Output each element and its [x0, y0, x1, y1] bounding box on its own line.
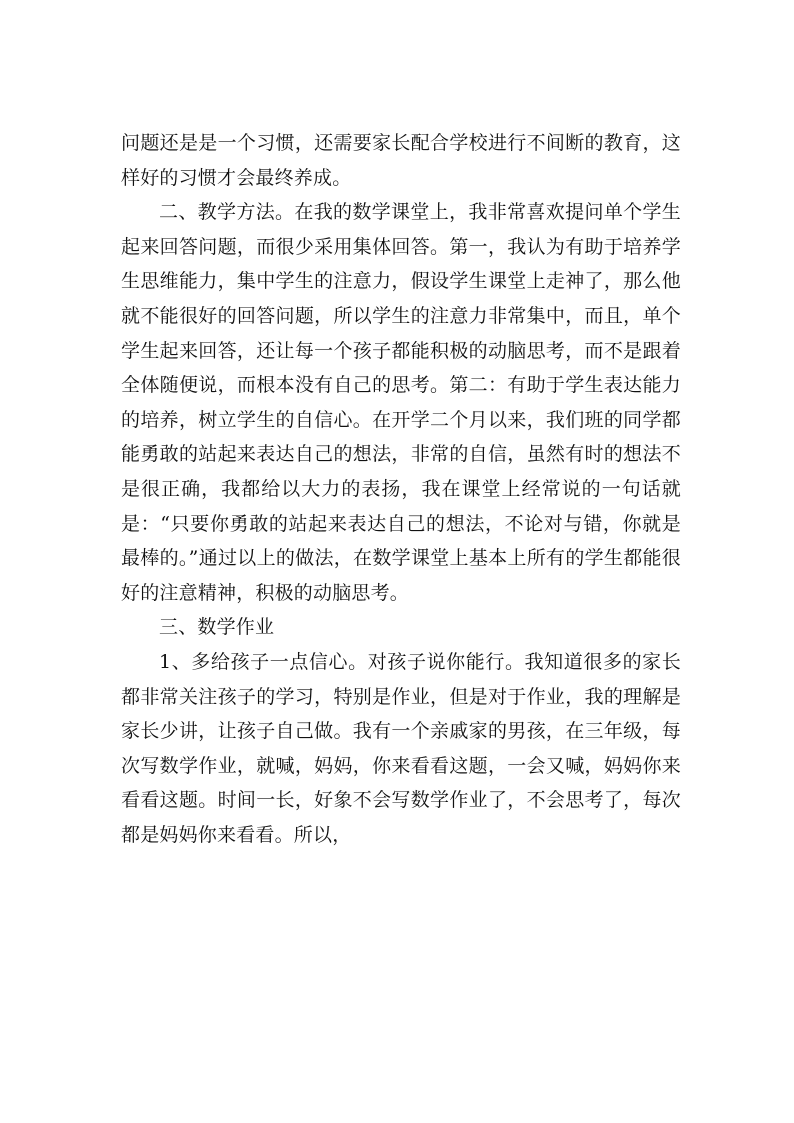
- section-heading-homework: 三、数学作业: [159, 616, 275, 639]
- paragraph-confidence: 1、多给孩子一点信心。对孩子说你能行。我知道很多的家长都非常关注孩子的学习，特别是作业，但是对于作业，我的理解是家长少讲，让孩子自己做。我有一个亲戚家的男孩，在三年级，每次写数学作业，就喊，妈妈，你来看看这题，一会又喊，妈妈你来看看这题。时间一长，好象不会写数学作业了，不会思考了，每次都是妈妈你来看看。所以，: [121, 650, 681, 846]
- paragraph-habit: 问题还是是一个习惯，还需要家长配合学校进行不间断的教育，这样好的习惯才会最终养成。: [121, 132, 681, 189]
- paragraph-teaching-method: 二、教学方法。在我的数学课堂上，我非常喜欢提问单个学生起来回答问题，而很少采用集体回答。第一，我认为有助于培养学生思维能力，集中学生的注意力，假设学生课堂上走神了，那么他就不能很好的回答问题，所以学生的注意力非常集中，而且，单个学生起来回答，还让每一个孩子都能积极的动脑思考，而不是跟着全体随便说，而根本没有自己的思考。第二：有助于学生表达能力的培养，树立学生的自信心。在开学二个月以来，我们班的同学都能勇敢的站起来表达自己的想法，非常的自信，虽然有时的想法不是很正确，我都给以大力的表扬，我在课堂上经常说的一句话就是：“只要你勇敢的站起来表达自己的想法，不论对与错，你就是最棒的。”通过以上的做法，在数学课堂上基本上所有的学生都能很好的注意精神，积极的动脑思考。: [121, 201, 681, 604]
- document-page: [121, 126, 681, 852]
